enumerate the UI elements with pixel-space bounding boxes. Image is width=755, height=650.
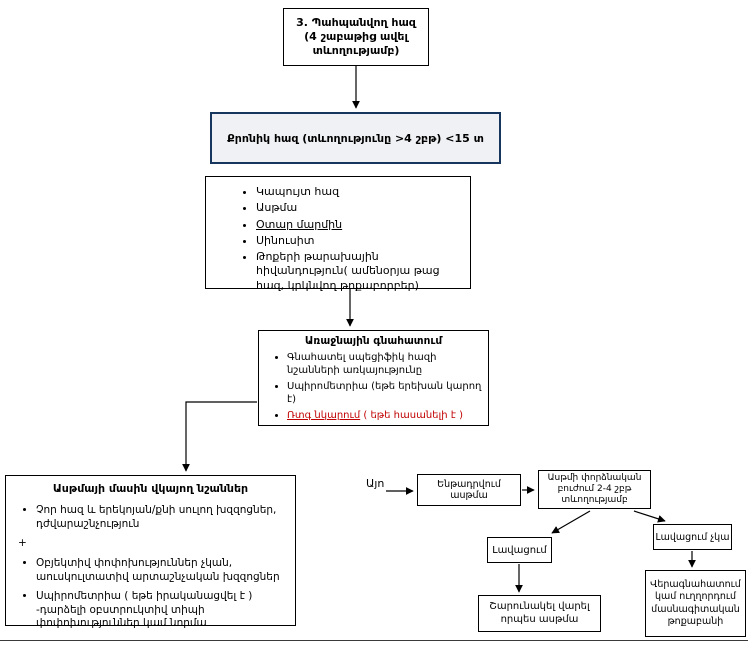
node-suspected-asthma	[417, 474, 521, 506]
primary-assessment-list	[265, 352, 482, 423]
differential-item: • Սինուսիտ	[256, 234, 462, 248]
arrow-trial-to-improvement	[552, 511, 590, 533]
node-continue-as-asthma	[478, 595, 601, 632]
page-bottom-rule	[0, 640, 748, 641]
node-chronic-cough	[210, 112, 501, 164]
node-trial-treatment	[538, 470, 651, 509]
differential-item: • Ասթմա	[256, 201, 462, 215]
node-improvement	[487, 537, 552, 563]
node-chronic-cough-text: Քրոնիկ հազ (տևողությունը >4 շբթ) <15 տ	[227, 131, 484, 145]
node-persistent-cough-text: 3. Պահպանվող հազ (4 շաբաթից ավել տևողությամբ)	[296, 15, 416, 58]
asthma-sign-item: • Չոր հազ և երեկոյան/քնի սուլող խզզոցներ, դժվարաշնչություն	[36, 504, 287, 531]
node-continue-as-asthma-text: Շարունակել վարել որպես ասթմա	[489, 601, 590, 625]
node-no-improvement	[653, 524, 732, 550]
node-trial-treatment-text: Ասթմի փորձնական բուժում 2-4 շբթ տևողությամբ	[547, 472, 642, 506]
asthma-signs-list	[14, 504, 287, 631]
node-no-improvement-text: Լավացում չկա	[655, 531, 730, 543]
node-primary-assessment	[258, 330, 489, 426]
xray-link-text[interactable]: Ռտգ նկարում	[287, 410, 361, 421]
node-suspected-asthma-text: Ենթադրվում ասթմա	[437, 479, 501, 501]
assessment-item-xray	[287, 410, 482, 423]
node-reassess-refer	[645, 570, 746, 637]
differential-item-foreign-body: • Օտար մարմին	[256, 218, 462, 232]
node-differential-list	[205, 176, 471, 292]
node-reassess-refer-text: Վերագնահատում կամ ուղղորդում մասնագիտական թոքաբանի	[650, 578, 741, 627]
yes-branch-label: Այո	[366, 477, 385, 490]
arrow-trial-to-no-improvement	[634, 511, 665, 521]
node-persistent-cough	[283, 8, 429, 66]
arrow-assessment-to-signs	[186, 402, 257, 471]
differential-item: • Կապույտ հազ	[256, 185, 462, 199]
assessment-item: • Սպիրոմետրիա (եթե երեխան կարող է)	[287, 381, 482, 406]
primary-assessment-title: Առաջնային գնահատում	[304, 335, 443, 347]
differential-item: • Թոքերի թարախային հիվանդություն( ամենօրյա թաց հազ, կրկնվող թոքաբորբեր)	[256, 250, 462, 293]
differential-list	[206, 177, 470, 293]
asthma-sign-item: • Սպիրոմետրիա ( եթե իրականացվել է ) -դարձելի օբստրուկտիվ տիպի փոփոխություններ կամ նորմա	[36, 590, 287, 631]
node-asthma-signs	[5, 475, 296, 630]
node-improvement-text: Լավացում	[492, 544, 547, 556]
asthma-sign-plus: +	[18, 537, 27, 550]
xray-rest-text: ( եթե հասանելի է )	[360, 410, 463, 421]
asthma-sign-item: • Օբյեկտիվ փոփոխություններ չկան, աուսկուլտատիվ արտաշնչական խզզոցներ	[36, 557, 287, 584]
assessment-item: • Գնահատել սպեցիֆիկ հազի նշանների առկայությունը	[287, 352, 482, 377]
asthma-signs-title: Ասթմայի մասին վկայող նշաններ	[52, 482, 249, 495]
